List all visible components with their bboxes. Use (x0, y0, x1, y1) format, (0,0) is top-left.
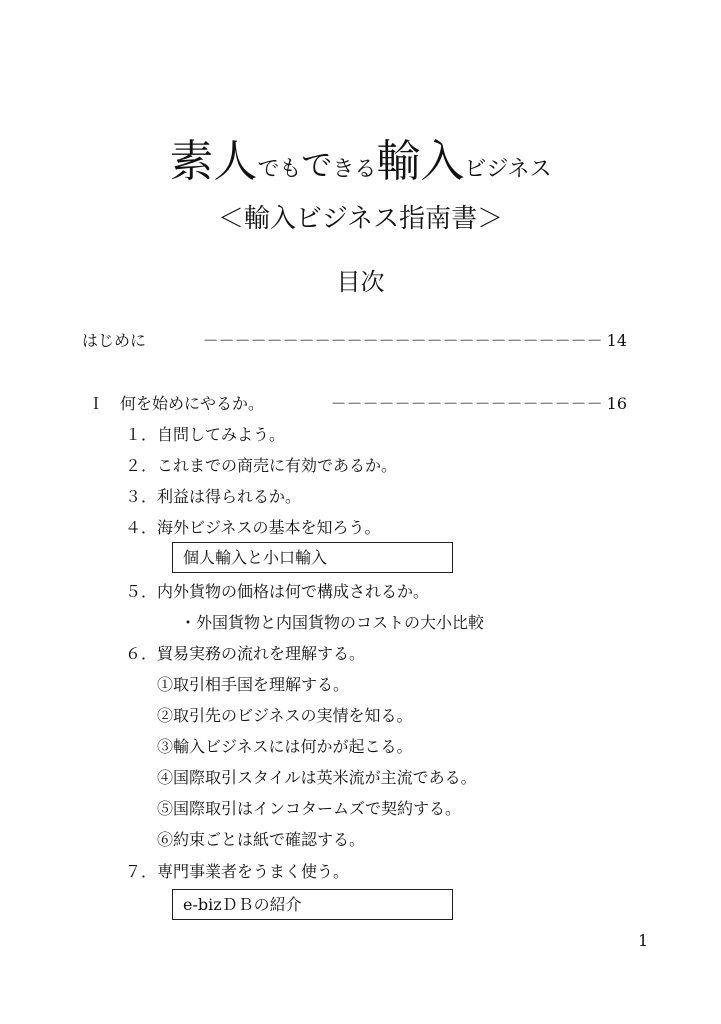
title-part-1: 素人 (169, 136, 258, 187)
boxed-note-ebizdb: e-bizＤＢの紹介 (172, 889, 453, 920)
toc-bullet-cost-comparison: ・外国貨物と内国貨物のコストの大小比較 (180, 613, 485, 632)
toc-entry-page: 16 (606, 394, 627, 413)
document-subtitle: ＜輸入ビジネス指南書＞ (217, 204, 504, 234)
toc-entry-label: はじめに (82, 331, 147, 350)
title-part-4: きる (332, 157, 377, 182)
document-title (0, 136, 721, 187)
toc-subitem-4: ④国際取引スタイルは英米流が主流である。 (157, 768, 477, 787)
toc-subitem-5: ⑤国際取引はインコタームズで契約する。 (157, 799, 462, 818)
toc-item-3: ３．利益は得られるか。 (125, 487, 302, 506)
title-part-3: で (301, 148, 333, 184)
toc-item-5: ５．内外貨物の価格は何で構成されるか。 (125, 582, 430, 601)
toc-item-4: ４．海外ビジネスの基本を知ろう。 (125, 518, 381, 537)
toc-subitem-6: ⑥約束ごとは紙で確認する。 (157, 830, 366, 849)
toc-heading: 目次 (336, 268, 385, 296)
toc-item-2: ２．これまでの商売に有効であるか。 (125, 456, 398, 475)
toc-subitem-1: ①取引相手国を理解する。 (157, 675, 350, 694)
boxed-note-personal-import: 個人輸入と小口輸入 (172, 542, 453, 573)
toc-item-6: ６．貿易実務の流れを理解する。 (125, 644, 366, 663)
title-part-5: 輸入 (376, 136, 465, 187)
toc-item-1: １．自問してみよう。 (125, 425, 286, 444)
title-part-6: ビジネス (464, 157, 552, 182)
toc-subitem-2: ②取引先のビジネスの実情を知る。 (157, 706, 413, 725)
toc-leader-dashes: －－－－－－－－－－－－－－－－－ (330, 394, 603, 413)
toc-item-7: ７．専門事業者をうまく使う。 (125, 862, 350, 881)
toc-entry-page: 14 (606, 331, 627, 350)
page-number: 1 (638, 931, 649, 950)
toc-leader-dashes: －－－－－－－－－－－－－－－－－－－－－－－－－ (202, 331, 603, 350)
toc-entry-label: Ｉ 何を始めにやるか。 (88, 394, 265, 413)
toc-subitem-3: ③輸入ビジネスには何かが起こる。 (157, 737, 413, 756)
toc-entry-intro (82, 330, 627, 352)
toc-entry-chapter-1 (88, 393, 627, 415)
title-part-2: でも (257, 157, 302, 182)
